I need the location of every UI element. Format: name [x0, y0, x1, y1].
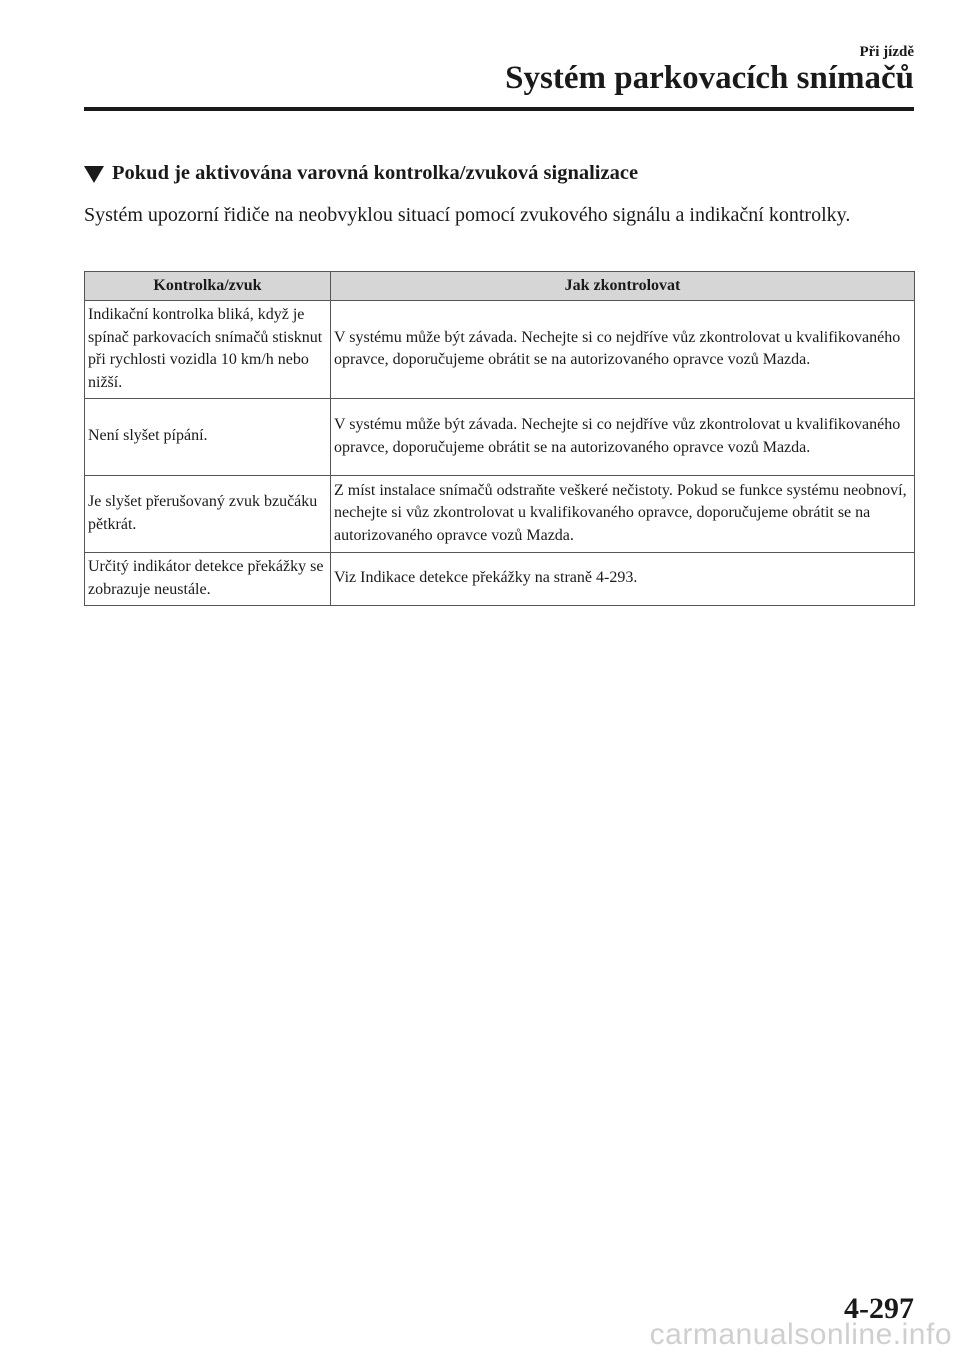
- action-cell: Z míst instalace snímačů odstraňte veškeré nečistoty. Pokud se funkce systému neobnoví, nechejte si vůz zkontrolovat u kvalifikovaného opravce, doporučujeme obrátit se na autorizovaného opravce vozů Mazda.: [331, 476, 915, 553]
- condition-cell: Není slyšet pípání.: [85, 399, 331, 476]
- chapter-title: Při jízdě: [859, 44, 914, 60]
- warning-table: [84, 271, 915, 606]
- condition-cell: Je slyšet přerušovaný zvuk bzučáku pětkrát.: [85, 476, 331, 553]
- table-row: [85, 553, 915, 606]
- page-number: 4-297: [844, 1292, 914, 1325]
- column-header-indicator: Kontrolka/zvuk: [85, 272, 331, 301]
- intro-paragraph: Systém upozorní řidiče na neobvyklou situací pomocí zvukového signálu a indikační kontrolky.: [84, 204, 851, 226]
- table-header-row: [85, 272, 915, 301]
- table-row: [85, 476, 915, 553]
- footer-watermark: carmanualsonline.info: [649, 1318, 952, 1351]
- subsection-heading: [84, 162, 638, 185]
- table-row: [85, 399, 915, 476]
- action-cell: V systému může být závada. Nechejte si co nejdříve vůz zkontrolovat u kvalifikovaného opravce, doporučujeme obrátit se na autorizovaného opravce vozů Mazda.: [331, 301, 915, 399]
- table-row: [85, 301, 915, 399]
- condition-cell: Určitý indikátor detekce překážky se zobrazuje neustále.: [85, 553, 331, 606]
- triangle-down-icon: [84, 166, 104, 183]
- column-header-check: Jak zkontrolovat: [331, 272, 915, 301]
- subsection-heading-text: Pokud je aktivována varovná kontrolka/zvuková signalizace: [112, 162, 639, 184]
- header-divider: [84, 107, 914, 111]
- section-title: Systém parkovacích snímačů: [505, 60, 914, 96]
- condition-cell: Indikační kontrolka bliká, když je spínač parkovacích snímačů stisknut při rychlosti vozidla 10 km/h nebo nižší.: [85, 301, 331, 399]
- action-cell: Viz Indikace detekce překážky na straně 4-293.: [331, 553, 915, 606]
- action-cell: V systému může být závada. Nechejte si co nejdříve vůz zkontrolovat u kvalifikovaného opravce, doporučujeme obrátit se na autorizovaného opravce vozů Mazda.: [331, 399, 915, 476]
